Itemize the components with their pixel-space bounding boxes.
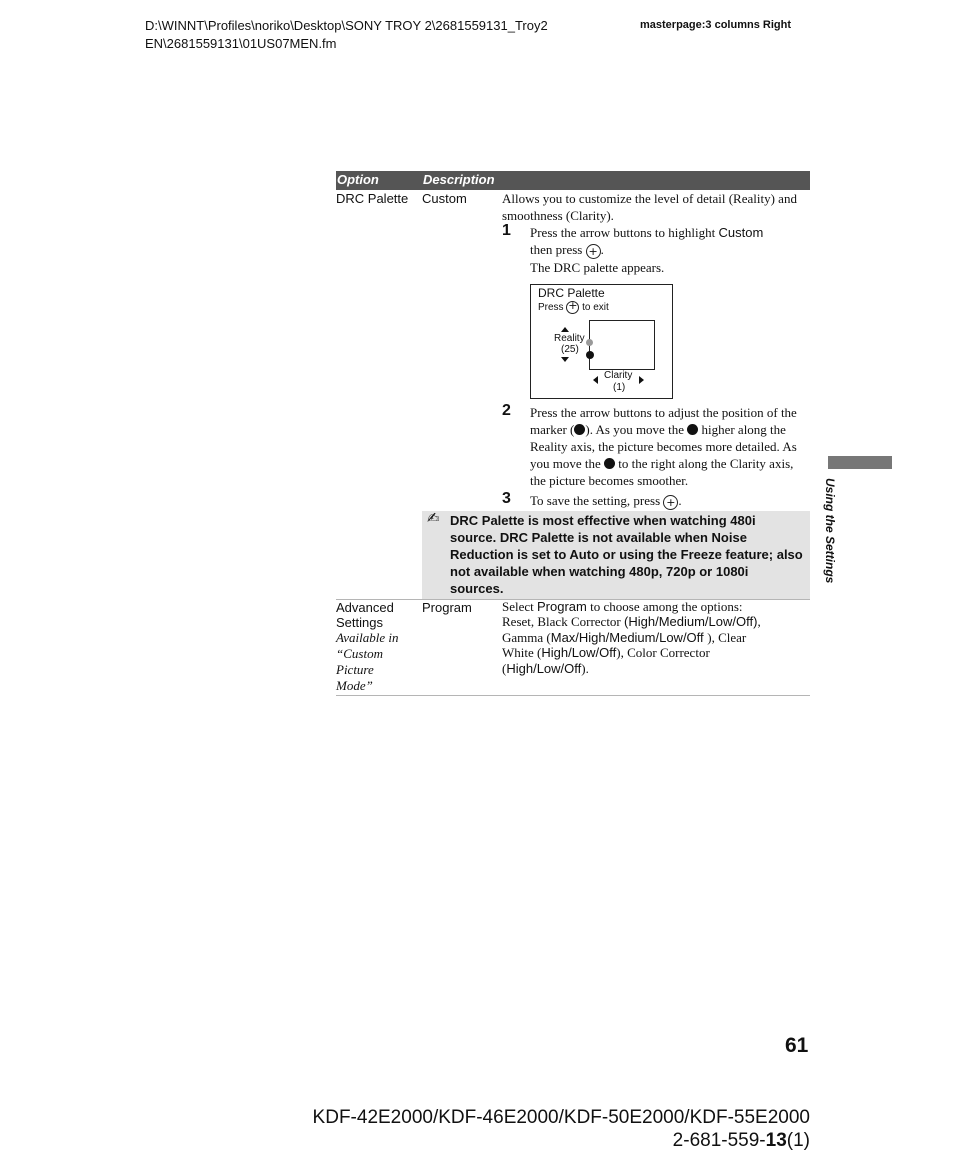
- figure-clarity-value: (1): [613, 382, 626, 393]
- figure-to-exit: to exit: [582, 302, 609, 314]
- availability-line1: Available in: [336, 630, 399, 645]
- availability-line3: Picture: [336, 662, 374, 677]
- availability-line2: “Custom: [336, 646, 383, 661]
- step-1-number: 1: [502, 222, 511, 239]
- setting-custom: Custom: [422, 191, 467, 206]
- arrow-down-icon: [561, 357, 569, 362]
- step-2-text-b: ). As you move the: [585, 422, 688, 437]
- footer-code-a: 2-681-559-: [672, 1130, 766, 1151]
- option-advanced-line2: Settings: [336, 615, 383, 630]
- adv-d3: Gamma (: [502, 629, 551, 645]
- step-2-text-a: Press the arrow buttons to adjust the position of the marker (: [530, 405, 797, 437]
- table-header-bar: [336, 171, 810, 190]
- masterpage-label: masterpage:3 columns Right: [640, 19, 791, 31]
- figure-title: DRC Palette: [538, 286, 605, 300]
- adv-d3-opts: Max/High/Medium/Low/Off: [550, 629, 708, 645]
- marker-dot-icon: [574, 424, 585, 435]
- marker-dot-icon: [687, 424, 698, 435]
- footer-models: KDF-42E2000/KDF-46E2000/KDF-50E2000/KDF-55E2000: [312, 1107, 810, 1128]
- arrow-up-icon: [561, 327, 569, 332]
- step-2-text-c: higher along the Reality axis, the picture becomes more detailed. As you move the: [530, 422, 797, 471]
- step-2-text-d: to the right along the Clarity axis, the picture becomes smoother.: [530, 456, 794, 488]
- adv-d4-opts: High/Low/Off: [541, 645, 617, 661]
- footer-code-bold: 13: [765, 1130, 787, 1151]
- adv-d2-end: ,: [757, 614, 761, 630]
- adv-d2: Reset, Black Corrector: [502, 614, 625, 630]
- adv-d1: Select: [502, 599, 538, 614]
- enter-button-icon: [586, 244, 601, 259]
- adv-d4-b: ), Color Corrector: [616, 645, 710, 661]
- file-path-line1: D:\WINNT\Profiles\noriko\Desktop\SONY TROY 2\2681559131_Troy2: [145, 18, 548, 33]
- step-1-text-b: then press: [530, 242, 583, 257]
- step-2-text: [530, 404, 802, 489]
- figure-clarity-label: Clarity: [604, 370, 633, 381]
- figure-reality-value: (25): [561, 344, 579, 355]
- footer-code-b: (1): [786, 1130, 810, 1151]
- section-label: Using the Settings: [823, 478, 837, 584]
- advanced-description: [502, 599, 807, 676]
- adv-d4: White (: [502, 645, 542, 661]
- setting-program: Program: [422, 600, 472, 615]
- adv-d1-b: to choose among the options:: [586, 599, 743, 614]
- step-1-text-a: Press the arrow buttons to highlight: [530, 225, 719, 240]
- note-pencil-icon: ✍: [427, 509, 440, 527]
- marker-dot-icon: [604, 458, 615, 469]
- section-tab: [828, 456, 892, 469]
- footer-code: [313, 1129, 810, 1152]
- figure-plot-area: [589, 320, 655, 370]
- option-advanced-line1: Advanced: [336, 600, 394, 615]
- file-path-line2: EN\2681559131\01US07MEN.fm: [145, 36, 337, 51]
- arrow-right-icon: [639, 376, 644, 384]
- figure-reality-label: Reality: [554, 333, 585, 344]
- adv-d5: (: [502, 660, 507, 676]
- figure-press: Press: [538, 302, 564, 314]
- arrow-left-icon: [593, 376, 598, 384]
- step-1-text: Press the arrow buttons to highlight Custom then press + . The DRC palette appears.: [530, 224, 800, 276]
- adv-d5-opts: High/Low/Off: [506, 660, 582, 676]
- adv-d2-opts: (High/Medium/Low/Off): [624, 614, 758, 630]
- option-advanced-settings: [336, 600, 420, 630]
- footer: [313, 1106, 810, 1152]
- step-3-number: 3: [502, 490, 511, 507]
- adv-d3-b: ), Clear: [707, 629, 747, 645]
- enter-button-icon: [566, 301, 579, 314]
- adv-d5-b: ).: [581, 660, 589, 676]
- column-header-option: Option: [337, 172, 379, 187]
- file-path: [145, 17, 548, 53]
- availability-line4: Mode”: [336, 678, 373, 693]
- step-1-custom: Custom: [718, 225, 764, 240]
- availability-note: [336, 630, 398, 694]
- column-header-description: Description: [423, 172, 495, 187]
- step-1-text-c: The DRC palette appears.: [530, 259, 665, 275]
- table-bottom-rule: [336, 695, 810, 696]
- marker-dot: [586, 351, 594, 359]
- adv-d1-program: Program: [537, 599, 587, 614]
- step-2-number: 2: [502, 402, 511, 419]
- enter-button-icon: [663, 495, 678, 510]
- option-drc-palette: DRC Palette: [336, 191, 409, 206]
- step-3-label: To save the setting, press: [530, 493, 661, 508]
- figure-press-label: [538, 301, 609, 314]
- drc-intro: Allows you to customize the level of detail (Reality) and smoothness (Clarity).: [502, 191, 797, 223]
- note-text: DRC Palette is most effective when watching 480i source. DRC Palette is not available when Noise Reduction is set to Auto or using the Freeze feature; also not available when watching 480p, 720p or 1080i sources.: [450, 513, 803, 596]
- step-3-text: To save the setting, press + .: [530, 492, 800, 510]
- page-number: 61: [785, 1034, 809, 1057]
- marker-previous: [586, 339, 593, 346]
